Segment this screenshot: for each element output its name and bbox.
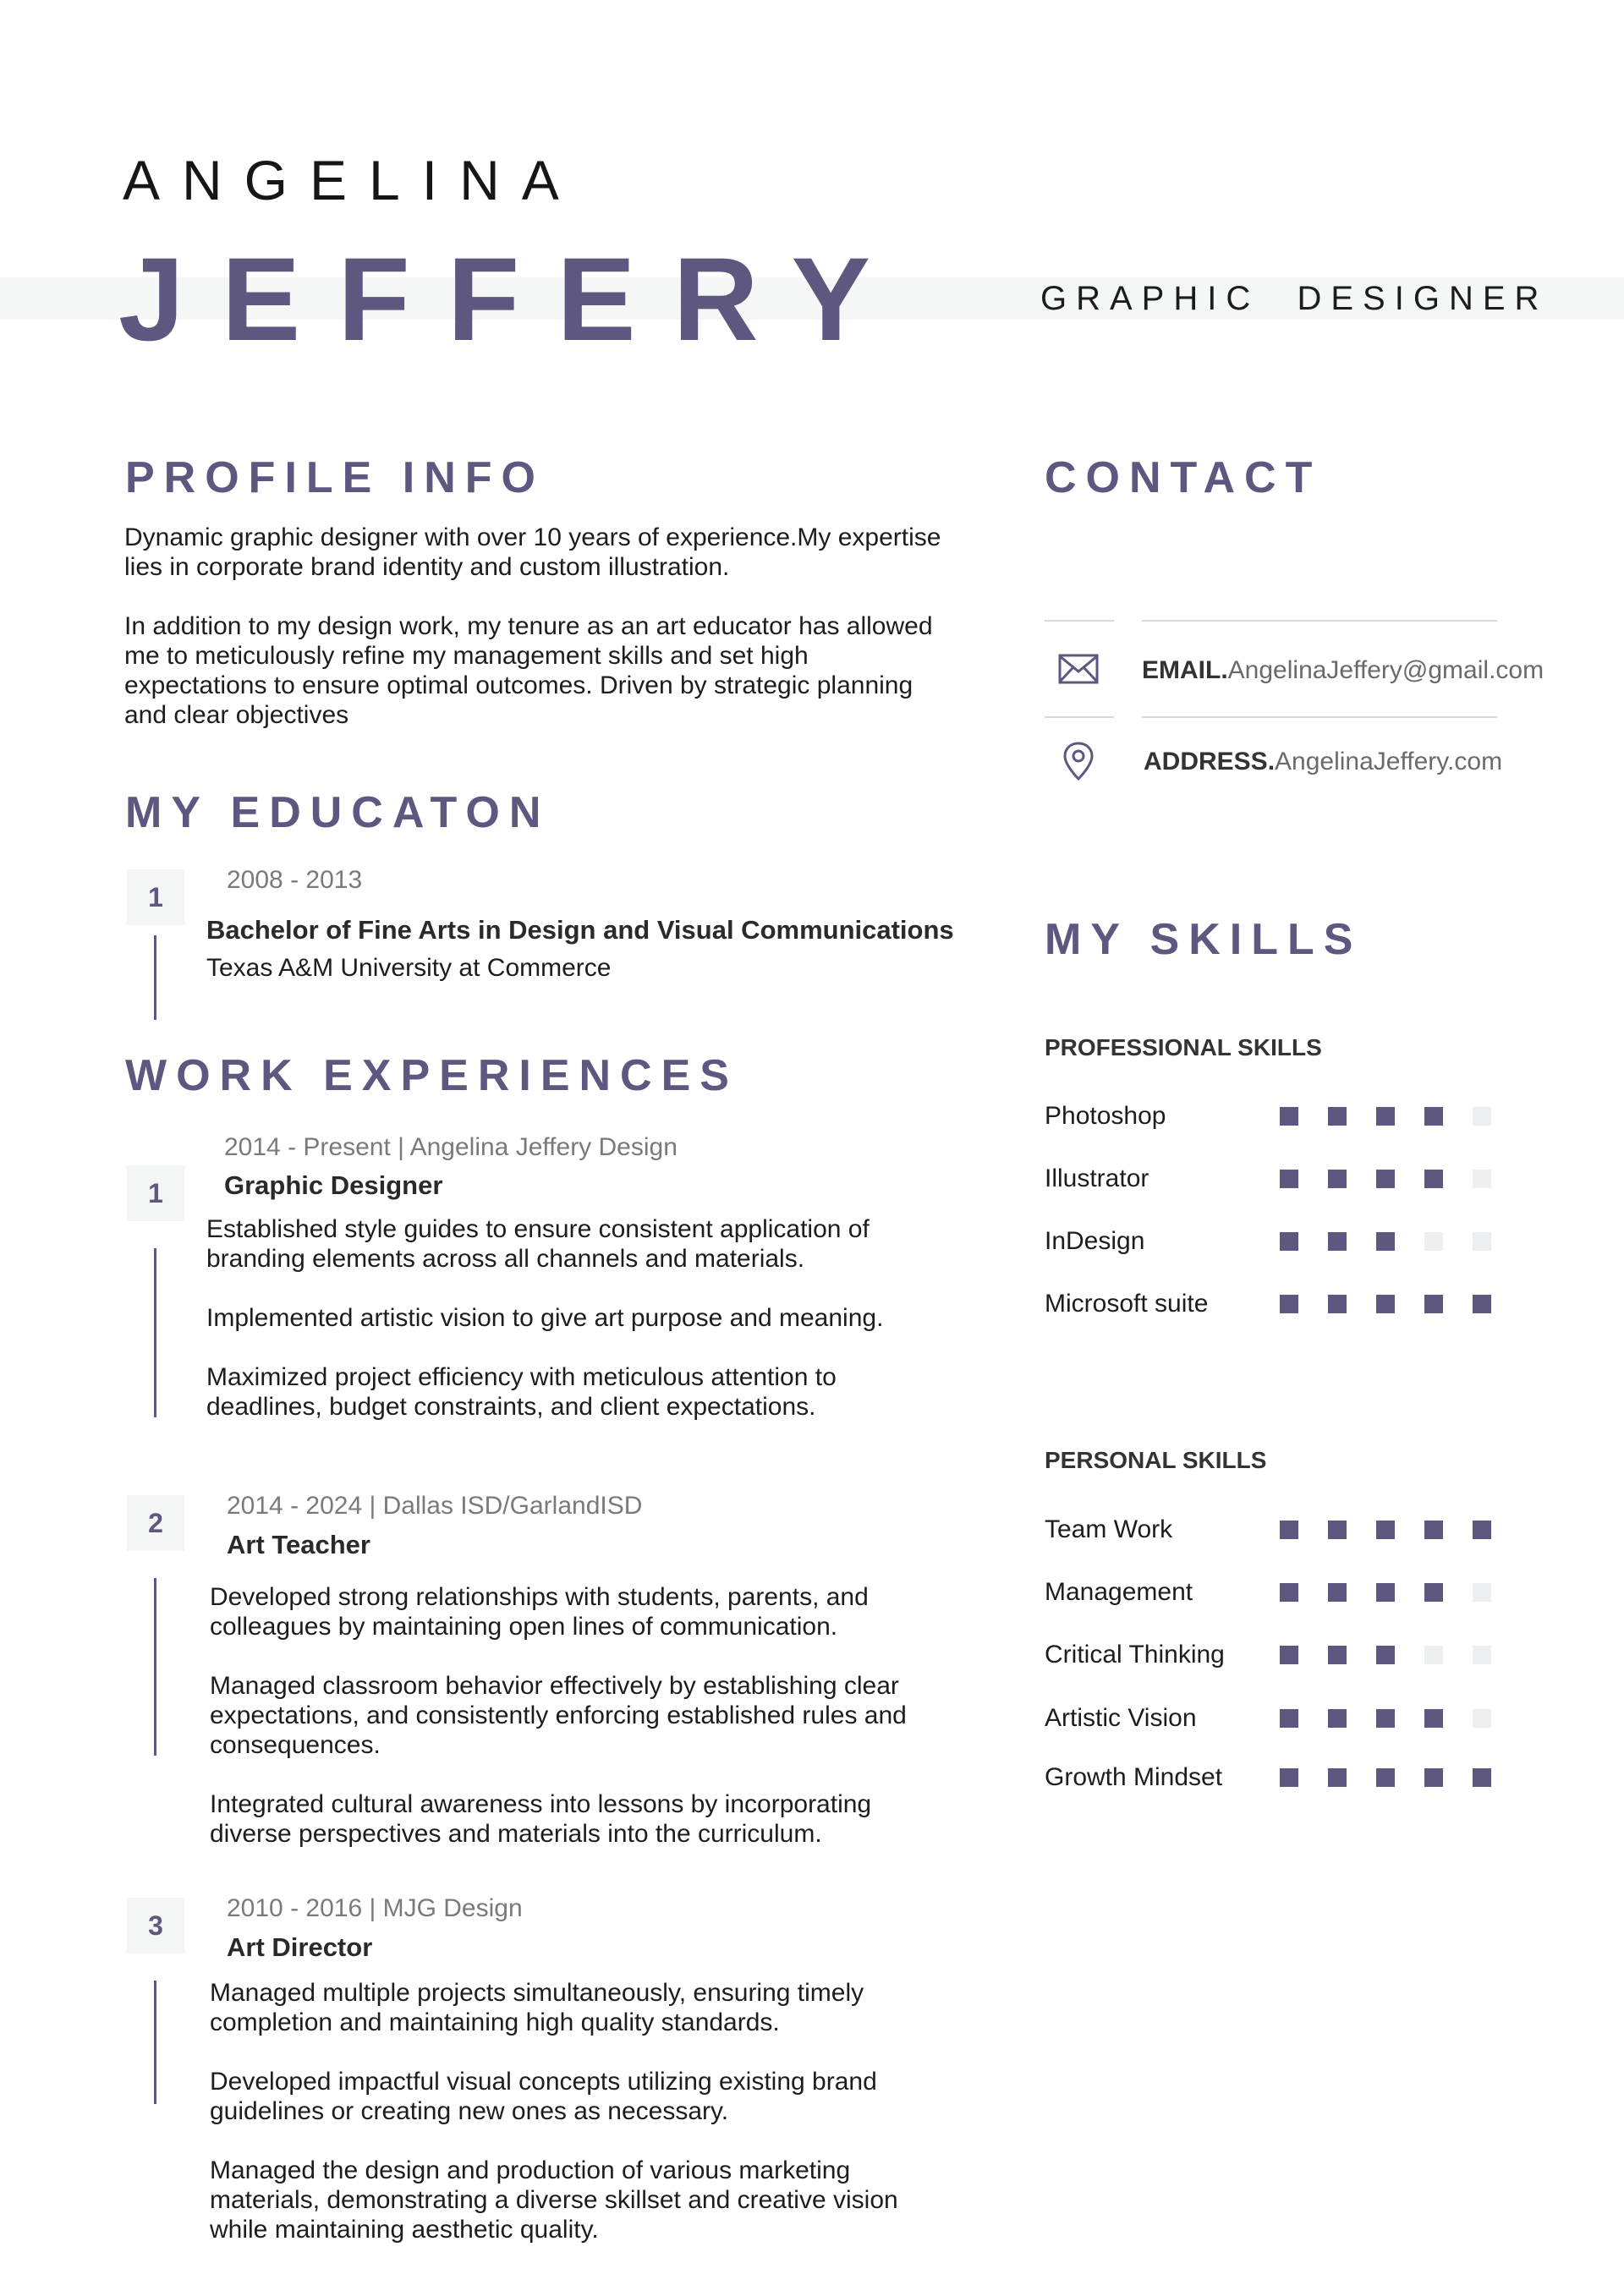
job-bullet: Managed multiple projects simultaneously, ensuring timely completion and maintaining high quality standards.	[210, 1979, 864, 2036]
skill-name: Team Work	[1045, 1515, 1173, 1543]
rating-square	[1424, 1583, 1443, 1602]
job-bullet: Developed strong relationships with students, parents, and colleagues by maintaining open lines of communication.	[210, 1583, 869, 1641]
job-number: 3	[127, 1898, 184, 1954]
rating-square	[1328, 1646, 1347, 1664]
job-role: Art Teacher	[227, 1530, 370, 1559]
rating-square	[1376, 1170, 1395, 1188]
timeline-line	[154, 1578, 156, 1756]
timline-line	[154, 1248, 156, 1417]
skill-name: Critical Thinking	[1045, 1641, 1225, 1669]
rating-square	[1280, 1768, 1298, 1787]
skill-name: InDesign	[1045, 1227, 1145, 1255]
skill-rating	[1280, 1768, 1491, 1787]
rating-square	[1328, 1295, 1347, 1313]
address-label: ADDRESS.	[1144, 748, 1276, 775]
skill-rating	[1280, 1107, 1491, 1126]
skill-name: Microsoft suite	[1045, 1290, 1209, 1318]
job-number: 1	[127, 1165, 184, 1221]
rating-square	[1376, 1709, 1395, 1728]
skill-rating	[1280, 1521, 1491, 1539]
professional-skills-label: PROFESSIONAL SKILLS	[1045, 1034, 1322, 1060]
rating-square	[1473, 1521, 1491, 1539]
rating-square	[1280, 1295, 1298, 1313]
rating-square	[1424, 1295, 1443, 1313]
rating-square	[1280, 1232, 1298, 1251]
rating-square	[1424, 1232, 1443, 1251]
rating-square	[1376, 1107, 1395, 1126]
skill-rating	[1280, 1295, 1491, 1313]
envelope-icon	[1057, 648, 1100, 690]
rating-square	[1328, 1709, 1347, 1728]
education-heading: MY EDUCATON	[125, 788, 551, 837]
rating-square	[1424, 1170, 1443, 1188]
rating-square	[1328, 1768, 1347, 1787]
job-role: Graphic Designer	[224, 1170, 443, 1200]
rating-square	[1280, 1107, 1298, 1126]
education-school: Texas A&M University at Commerce	[206, 954, 612, 982]
skill-name: Management	[1045, 1578, 1193, 1606]
timeline-line	[154, 935, 156, 1020]
skill-rating	[1280, 1232, 1491, 1251]
profile-heading: PROFILE INFO	[125, 453, 545, 502]
first-name: ANGELINA	[123, 149, 581, 211]
rating-square	[1473, 1107, 1491, 1126]
skill-row	[1045, 1515, 1501, 1544]
rating-square	[1473, 1709, 1491, 1728]
job-bullet: Managed classroom behavior effectively by establishing clear expectations, and consistently enforcing established rules and consequences.	[210, 1672, 907, 1759]
education-degree: Bachelor of Fine Arts in Design and Visual Communications	[206, 915, 954, 945]
job-meta: 2014 - 2024 | Dallas ISD/GarlandISD	[227, 1492, 643, 1520]
rating-square	[1328, 1521, 1347, 1539]
rating-square	[1376, 1646, 1395, 1664]
last-name: JEFFERY	[118, 233, 908, 365]
rating-square	[1424, 1709, 1443, 1728]
skill-rating	[1280, 1583, 1491, 1602]
job-bullet: Managed the design and production of various marketing materials, demonstrating a diverse skillset and creative vision while maintaining aesthetic quality.	[210, 2156, 898, 2244]
rating-square	[1280, 1646, 1298, 1664]
rating-square	[1280, 1170, 1298, 1188]
skill-row	[1045, 1290, 1501, 1318]
rating-square	[1376, 1583, 1395, 1602]
rating-square	[1473, 1583, 1491, 1602]
skill-name: Photoshop	[1045, 1102, 1166, 1130]
rating-square	[1376, 1232, 1395, 1251]
education-years: 2008 - 2013	[227, 866, 363, 894]
job-bullets	[210, 1582, 954, 1849]
rating-square	[1328, 1170, 1347, 1188]
divider	[1045, 716, 1114, 718]
email-label: EMAIL.	[1142, 656, 1228, 684]
rating-square	[1280, 1709, 1298, 1728]
job-meta: 2014 - Present | Angelina Jeffery Design	[224, 1133, 678, 1161]
divider	[1142, 716, 1497, 718]
profile-paragraph: Dynamic graphic designer with over 10 years of experience.My expertise lies in corporate brand identity and custom illustration.	[124, 523, 941, 581]
job-bullets	[206, 1214, 951, 1422]
rating-square	[1424, 1768, 1443, 1787]
skill-name: Illustrator	[1045, 1164, 1149, 1192]
job-bullet: Integrated cultural awareness into lessons by incorporating diverse perspectives and materials into the curriculum.	[210, 1790, 872, 1848]
education-number: 1	[127, 869, 184, 925]
rating-square	[1473, 1768, 1491, 1787]
rating-square	[1280, 1521, 1298, 1539]
rating-square	[1328, 1232, 1347, 1251]
job-bullet: Maximized project efficiency with meticulous attention to deadlines, budget constraints, and client expectations.	[206, 1363, 837, 1421]
skill-rating	[1280, 1646, 1491, 1664]
skill-rating	[1280, 1709, 1491, 1728]
skill-row	[1045, 1578, 1501, 1607]
job-bullets	[210, 1978, 954, 2244]
skill-name: Artistic Vision	[1045, 1704, 1197, 1732]
rating-square	[1328, 1583, 1347, 1602]
rating-square	[1328, 1107, 1347, 1126]
rating-square	[1424, 1646, 1443, 1664]
skill-row	[1045, 1763, 1501, 1792]
rating-square	[1473, 1646, 1491, 1664]
address-value[interactable]: AngelinaJeffery.com	[1275, 748, 1503, 775]
job-number: 2	[127, 1495, 184, 1551]
skill-row	[1045, 1102, 1501, 1131]
rating-square	[1280, 1583, 1298, 1602]
skill-row	[1045, 1641, 1501, 1669]
skill-row	[1045, 1164, 1501, 1193]
work-heading: WORK EXPERIENCES	[125, 1051, 738, 1100]
rating-square	[1424, 1107, 1443, 1126]
skill-row	[1045, 1227, 1501, 1256]
contact-heading: CONTACT	[1045, 453, 1322, 502]
personal-skills-label: PERSONAL SKILLS	[1045, 1447, 1267, 1473]
rating-square	[1473, 1170, 1491, 1188]
rating-square	[1376, 1295, 1395, 1313]
skill-rating	[1280, 1170, 1491, 1188]
skill-row	[1045, 1704, 1501, 1733]
email-line	[1142, 658, 1544, 683]
job-role: Art Director	[227, 1932, 373, 1962]
rating-square	[1376, 1768, 1395, 1787]
divider	[1045, 620, 1114, 622]
job-bullet: Established style guides to ensure consistent application of branding elements across all channels and materials.	[206, 1215, 870, 1273]
address-line	[1144, 749, 1502, 775]
skill-name: Growth Mindset	[1045, 1763, 1223, 1791]
rating-square	[1473, 1295, 1491, 1313]
profile-paragraph: In addition to my design work, my tenure as an art educator has allowed me to meticulously refine my management skills and set high expectations to ensure optimal outcomes. Driven by strategic planning and clear objectives	[124, 612, 933, 729]
map-pin-icon	[1057, 740, 1100, 782]
profile-text	[124, 523, 953, 730]
rating-square	[1473, 1232, 1491, 1251]
job-title: GRAPHIC DESIGNER	[1040, 280, 1549, 317]
job-meta: 2010 - 2016 | MJG Design	[227, 1894, 523, 1922]
rating-square	[1424, 1521, 1443, 1539]
email-value[interactable]: AngelinaJeffery@gmail.com	[1227, 656, 1544, 684]
skills-heading: MY SKILLS	[1045, 915, 1363, 964]
timeline-line	[154, 1981, 156, 2104]
job-bullet: Developed impactful visual concepts utilizing existing brand guidelines or creating new ones as necessary.	[210, 2068, 877, 2125]
job-bullet: Implemented artistic vision to give art purpose and meaning.	[206, 1304, 884, 1332]
divider	[1142, 620, 1497, 622]
rating-square	[1376, 1521, 1395, 1539]
